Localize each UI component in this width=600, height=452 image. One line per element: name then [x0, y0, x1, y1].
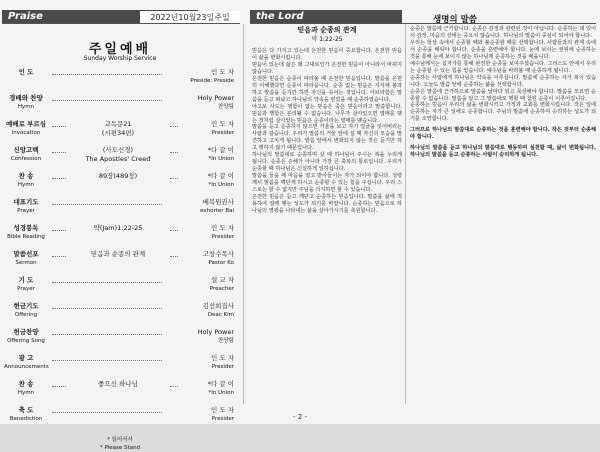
item-presider-english: *In Union — [208, 390, 234, 396]
worship-subtitle: Sunday Worship Service — [83, 55, 157, 62]
item-presider-english: 찬양팀 — [218, 104, 234, 110]
item-name: 찬 송 — [18, 172, 34, 180]
worship-item — [4, 68, 238, 92]
item-presider-english: *In Union — [208, 156, 234, 162]
item-presider: Holy Power — [197, 328, 234, 336]
item-english: Hymn — [17, 104, 35, 110]
dotted-leader — [52, 282, 162, 283]
item-presider: *다 같 이 — [207, 146, 234, 154]
stand-note-english: * Please Stand — [99, 445, 141, 451]
item-name: 말씀선포 — [13, 250, 39, 258]
dotted-leader — [52, 308, 162, 309]
worship-item — [4, 250, 238, 274]
emphasis-paragraph: 그러므로 하나님의 말씀대로 순종하는 것을 훈련해야 합니다. 작은 것부터 순종해야 합니다. — [410, 127, 596, 141]
item-name: 인 도 — [18, 68, 34, 76]
item-english: Hymn — [17, 390, 35, 396]
worship-item — [4, 380, 238, 404]
word-paragraph: 순종하는 사람에게 하나님은 약속을 이루십니다. 말씀에 순종하는 자가 복이 있습니다. 오늘도 말씀 앞에 순종하는 삶을 선택합시다. — [410, 74, 596, 88]
item-presider-english: Deac Kim — [207, 312, 234, 318]
item-presider-english: Preside: Preside — [190, 78, 234, 84]
dotted-leader — [52, 178, 66, 179]
item-name: 헌금찬양 — [13, 328, 39, 336]
word-column — [410, 26, 596, 159]
item-presider-english: 찬양팀 — [218, 338, 234, 344]
item-presider: 인 도 자 — [211, 354, 234, 362]
sermon-paragraph: 말씀을 들을 때 마음을 열고 받아들이는 자가 되어야 합니다. 성령께서 말씀을 깨닫게 하시고 순종할 수 있는 힘을 주십니다. 우리 스스로는 할 수 없지만 주님을 의지하면 할 수 있습니다. — [252, 173, 402, 194]
sermon-text — [252, 48, 402, 215]
worship-item — [4, 302, 238, 326]
sermon-paragraph: 온전한 믿음은 순종이 따라올 때 온전한 믿음입니다. 말씀을 온전히 이해했다면 순종이 따라옵니다. 순종 없는 믿음은 지식에 불과하고 말씀을 듣기만 하면 자신을 속이는 것입니다. 아브라함은 말씀을 듣고 떠났고 하나님의 약속을 믿었을 때 순종하였습니다. — [252, 75, 402, 103]
header-divider-right — [250, 23, 596, 24]
item-presider-english: exhorter Bai — [200, 208, 234, 214]
word-of-life-title: 생명의 말씀 — [433, 15, 478, 25]
item-presider: 인 도 자 — [211, 406, 234, 414]
word-paragraph: 순종은 말씀에 근거합니다. 순종은 감정과 관련된 것이 아닙니다. 순종하는 데 있어서 감정, 마음의 상태는 중요치 않습니다. 하나님의 말씀이 중심이 되어야 합니다. — [410, 26, 596, 39]
item-presider: 김선희집사 — [202, 302, 234, 310]
item-name: 대표기도 — [13, 198, 39, 206]
word-paragraph: 우리는 항상 속에서 순종할 때와 불순종할 때를 선택합니다. 사람들과의 관계 속에서 순종을 배워야 합니다. 순종을 훈련해야 합니다. 눈에 보이는 권위에 순종하는 것을 통해 눈에 보이지 않는 하나님께 순종하는 것을 배웁니다. — [410, 39, 596, 60]
item-presider-english: Presider — [211, 234, 234, 240]
word-paragraph: 예수님께서는 십자가를 통해 완전한 순종을 보여주셨습니다. 그리스도 안에서 우리는 순종할 수 있는 힘을 얻습니다. 예수님을 바라볼 때 순종하게 됩니다. — [410, 60, 596, 74]
worship-item — [4, 146, 238, 170]
worship-item — [4, 198, 238, 222]
item-english: Offering — [14, 312, 38, 318]
item-presider-english: Preacher — [209, 286, 234, 292]
emphasis-paragraph: 하나님의 말씀을 듣고 하나님의 말씀대로 행동하며 실천할 때, 삶이 변화됩니다. 하나님의 말씀을 듣고 순종하는 사람이 승리하게 됩니다. — [410, 145, 596, 159]
item-english: Benediction — [9, 416, 43, 422]
item-detail: 약(Jam)1:22-25 — [93, 224, 143, 232]
item-english: Hymn — [17, 182, 35, 188]
praise-title: Praise — [8, 11, 43, 22]
worship-item — [4, 224, 238, 248]
item-name: 예배로 부르심 — [6, 120, 46, 128]
dotted-leader — [52, 152, 66, 153]
worship-item — [4, 120, 238, 144]
item-name: 경배와 찬양 — [9, 94, 43, 102]
dotted-leader — [52, 230, 66, 231]
worship-item — [4, 94, 238, 118]
item-presider-english: Presider — [211, 130, 234, 136]
sermon-paragraph: 믿음이 있는데 삶은 왜 그대로인가 온전한 믿음이 아니라서 바뀌지 않습니다. — [252, 61, 402, 75]
item-english: Sermon — [15, 260, 37, 266]
item-detail: 좋으신 하나님 — [98, 380, 138, 388]
worship-order — [0, 24, 240, 451]
item-english: Prayer — [17, 286, 35, 292]
item-presider: 배복원권사 — [202, 198, 234, 206]
column-divider-1 — [243, 24, 244, 404]
item-presider-english: Pastor Ko — [208, 260, 234, 266]
dotted-leader — [52, 256, 66, 257]
sermon-paragraph: 야고보 사도는 행함이 없는 믿음은 죽은 믿음이라고 말씀합니다. 믿음과 행함은 분리될 수 없습니다. 나무가 살아있으면 열매를 맺는 것처럼 살아있는 믿음은 순종이라는 열매를 맺습니다. — [252, 103, 402, 124]
sermon-reference: 약 1:22-25 — [311, 36, 343, 43]
worship-item — [4, 172, 238, 196]
dotted-leader — [52, 334, 162, 335]
item-presider: 인 도 자 — [211, 120, 234, 128]
lord-title: the Lord — [256, 11, 304, 22]
worship-item — [4, 328, 238, 352]
lord-header-bar — [250, 10, 402, 24]
sermon-title: 믿음과 순종의 관계 — [297, 26, 357, 34]
item-presider: *다 같 이 — [207, 380, 234, 388]
item-english: Prayer — [17, 208, 35, 214]
item-presider: *다 같 이 — [207, 172, 234, 180]
dotted-leader — [52, 386, 66, 387]
sermon-paragraph: 온전한 믿음은 듣고 깨닫고 순종하는 믿음입니다. 말씀을 삶에 적용하여 열매 맺는 성도가 되기를 바랍니다. 순종하는 믿음으로 하나님의 영광을 나타내는 삶을 살아가시기를 축원합니다. — [252, 194, 402, 214]
item-detail: 교독문21 (시편34편) — [101, 120, 135, 137]
item-presider-english: Presider — [211, 364, 234, 370]
sermon-column — [252, 26, 402, 215]
sermon-paragraph: 믿음은 다 가지고 있는데 온전한 믿음이 중요합니다. 온전한 믿음이 삶을 변화시킵니다. — [252, 48, 402, 61]
item-english: Bible Reading — [7, 234, 45, 240]
item-english: Invocation — [11, 130, 41, 136]
word-paragraph: 순종하는 믿음이 우리의 삶을 변화시키고 가정과 교회를 변화시킵니다. 작은 일에 순종하는 자가 큰 일에도 순종합니다. 주님의 말씀에 순종하여 승리하는 성도가 되기를 소망합니다. — [410, 102, 596, 123]
item-name: 축 도 — [18, 406, 34, 414]
item-detail: (사도신경) The Apostles' Creed — [85, 146, 151, 163]
dotted-leader — [52, 100, 162, 101]
worship-title: 주일예배 — [88, 42, 152, 57]
item-english: Announcements — [4, 364, 49, 370]
item-presider: 고창수목사 — [202, 250, 234, 258]
item-presider: 설 교 자 — [211, 276, 234, 284]
word-paragraph: 순종은 말씀에 근거하므로 말씀을 날마다 읽고 묵상해야 합니다. 말씀을 모르면 순종할 수 없습니다. 말씀을 알고 그 말씀대로 행할 때 참된 순종이 이루어집니다. — [410, 88, 596, 102]
item-english: Confession — [10, 156, 42, 162]
page-number: - 2 - — [293, 413, 307, 421]
item-name: 기 도 — [18, 276, 34, 284]
item-presider-english: Presider — [211, 416, 234, 422]
item-presider-english: *In Union — [208, 182, 234, 188]
service-date: 2022년10월23일주일 — [140, 11, 240, 24]
item-name: 광 고 — [18, 354, 34, 362]
sermon-paragraph: 말씀을 듣고 순종하지 않으면 거울을 보고 자기 얼굴을 잊어버리는 사람과 같습니다. 우리가 말씀의 거울 앞에 설 때 자신의 모습을 발견하고 고치게 됩니다. 말씀 앞에서 변화되지 않는 것은 듣기만 하고 행하지 않기 때문입니다. — [252, 124, 402, 152]
item-name: 신앙고백 — [13, 146, 39, 154]
worship-item — [4, 354, 238, 378]
item-presider: Holy Power — [197, 94, 234, 102]
item-detail: 믿음과 순종의 관계 — [90, 250, 146, 258]
item-detail: 89장(489장) — [98, 172, 138, 180]
item-presider: 인 도 자 — [211, 68, 234, 76]
item-presider: 인 도 자 — [211, 224, 234, 232]
item-name: 헌금기도 — [13, 302, 39, 310]
item-name: 찬 송 — [18, 380, 34, 388]
item-name: 성경봉독 — [13, 224, 39, 232]
dotted-leader — [52, 204, 162, 205]
dotted-leader — [52, 360, 162, 361]
dotted-leader — [52, 74, 162, 75]
worship-item — [4, 276, 238, 300]
column-divider-2 — [405, 24, 406, 404]
sermon-paragraph: 하나님의 말씀대로 순종하며 살 때 하나님이 주시는 복을 누리게 됩니다. 순종은 손해가 아니라 가장 큰 축복의 통로입니다. 우리가 순종할 때 하나님은 신실하게 일하십니다. — [252, 152, 402, 173]
stand-note: * 일어서서 — [107, 437, 133, 443]
item-english: Offering Song — [7, 338, 45, 344]
dotted-leader — [52, 126, 66, 127]
